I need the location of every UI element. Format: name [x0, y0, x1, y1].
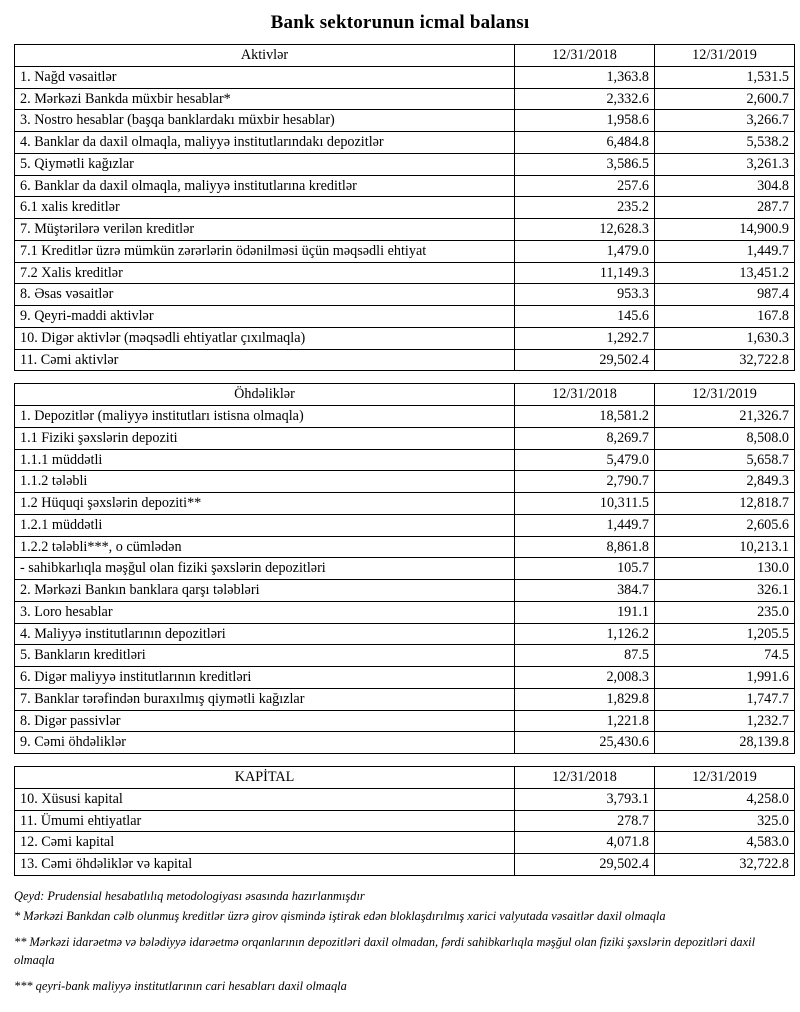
row-label: 1.2.2 tələbli***, o cümlədən — [15, 536, 515, 558]
capital-header-label: KAPİTAL — [15, 767, 515, 789]
row-label: - sahibkarlıqla məşğul olan fiziki şəxslərin depozitləri — [15, 558, 515, 580]
row-value-2018: 12,628.3 — [515, 219, 655, 241]
liabilities-header-label: Öhdəliklər — [15, 384, 515, 406]
row-value-2018: 3,586.5 — [515, 153, 655, 175]
row-value-2019: 13,451.2 — [655, 262, 795, 284]
row-value-2019: 1,232.7 — [655, 710, 795, 732]
table-row — [15, 832, 795, 854]
row-label: 10. Digər aktivlər (məqsədli ehtiyatlar çıxılmaqla) — [15, 327, 515, 349]
row-label: 5. Bankların kreditləri — [15, 645, 515, 667]
note-2: ** Mərkəzi idarəetmə və bələdiyyə idarəetmə orqanlarının depozitləri daxil olmadan, fərdi sahibkarlıqla məşğul olan fiziki şəxslərin depozitləri daxil olmaqla — [14, 934, 756, 967]
row-label: 7.1 Kreditlər üzrə mümkün zərərlərin ödənilməsi üçün məqsədli ehtiyat — [15, 240, 515, 262]
table-row — [15, 88, 795, 110]
row-label: 8. Digər passivlər — [15, 710, 515, 732]
row-value-2019: 8,508.0 — [655, 427, 795, 449]
row-value-2019: 326.1 — [655, 580, 795, 602]
table-row — [15, 153, 795, 175]
row-value-2019: 10,213.1 — [655, 536, 795, 558]
liabilities-table — [14, 383, 795, 754]
table-row — [15, 536, 795, 558]
table-row — [15, 66, 795, 88]
row-value-2019: 3,261.3 — [655, 153, 795, 175]
row-value-2019: 2,600.7 — [655, 88, 795, 110]
table-row — [15, 110, 795, 132]
row-label: 9. Qeyri-maddi aktivlər — [15, 306, 515, 328]
row-value-2018: 29,502.4 — [515, 854, 655, 876]
table-row — [15, 810, 795, 832]
row-value-2019: 287.7 — [655, 197, 795, 219]
table-row — [15, 175, 795, 197]
row-label: 5. Qiymətli kağızlar — [15, 153, 515, 175]
row-value-2018: 1,292.7 — [515, 327, 655, 349]
row-value-2019: 2,605.6 — [655, 514, 795, 536]
row-value-2018: 2,790.7 — [515, 471, 655, 493]
table-row — [15, 240, 795, 262]
note-0: Qeyd: Prudensial hesabatlılıq metodologiyası əsasında hazırlanmışdır — [14, 888, 365, 903]
table-row — [15, 132, 795, 154]
row-label: 12. Cəmi kapital — [15, 832, 515, 854]
row-value-2019: 21,326.7 — [655, 406, 795, 428]
row-value-2018: 3,793.1 — [515, 788, 655, 810]
row-label: 8. Əsas vəsaitlər — [15, 284, 515, 306]
assets-header-col1: 12/31/2018 — [515, 45, 655, 67]
table-row — [15, 449, 795, 471]
table-row — [15, 349, 795, 371]
row-value-2018: 1,363.8 — [515, 66, 655, 88]
row-label: 7. Banklar tərəfindən buraxılmış qiymətli kağızlar — [15, 688, 515, 710]
row-value-2018: 235.2 — [515, 197, 655, 219]
row-value-2019: 130.0 — [655, 558, 795, 580]
row-value-2018: 8,861.8 — [515, 536, 655, 558]
row-label: 1.2 Hüquqi şəxslərin depoziti** — [15, 493, 515, 515]
row-value-2018: 384.7 — [515, 580, 655, 602]
row-value-2019: 4,258.0 — [655, 788, 795, 810]
note-3: *** qeyri-bank maliyyə institutlarının cari hesabları daxil olmaqla — [14, 978, 347, 993]
row-value-2018: 29,502.4 — [515, 349, 655, 371]
row-value-2019: 304.8 — [655, 175, 795, 197]
row-value-2019: 1,449.7 — [655, 240, 795, 262]
row-label: 1.1 Fiziki şəxslərin depoziti — [15, 427, 515, 449]
row-value-2019: 167.8 — [655, 306, 795, 328]
row-value-2018: 1,479.0 — [515, 240, 655, 262]
assets-table — [14, 44, 795, 371]
row-value-2019: 235.0 — [655, 601, 795, 623]
row-value-2018: 1,221.8 — [515, 710, 655, 732]
capital-header-col1: 12/31/2018 — [515, 767, 655, 789]
row-label: 13. Cəmi öhdəliklər və kapital — [15, 854, 515, 876]
table-row — [15, 732, 795, 754]
row-value-2018: 2,008.3 — [515, 667, 655, 689]
row-value-2019: 2,849.3 — [655, 471, 795, 493]
row-value-2019: 28,139.8 — [655, 732, 795, 754]
row-value-2018: 10,311.5 — [515, 493, 655, 515]
row-value-2019: 32,722.8 — [655, 349, 795, 371]
row-label: 1.1.1 müddətli — [15, 449, 515, 471]
table-row — [15, 667, 795, 689]
table-header-row — [15, 45, 795, 67]
row-value-2018: 257.6 — [515, 175, 655, 197]
row-label: 6.1 xalis kreditlər — [15, 197, 515, 219]
table-row — [15, 327, 795, 349]
row-value-2018: 87.5 — [515, 645, 655, 667]
row-value-2019: 5,538.2 — [655, 132, 795, 154]
table-header-row — [15, 384, 795, 406]
table-row — [15, 623, 795, 645]
table-row — [15, 471, 795, 493]
row-value-2019: 1,531.5 — [655, 66, 795, 88]
row-value-2018: 1,449.7 — [515, 514, 655, 536]
row-label: 1. Nağd vəsaitlər — [15, 66, 515, 88]
row-value-2019: 12,818.7 — [655, 493, 795, 515]
row-label: 9. Cəmi öhdəliklər — [15, 732, 515, 754]
table-header-row — [15, 767, 795, 789]
row-value-2018: 11,149.3 — [515, 262, 655, 284]
row-label: 11. Ümumi ehtiyatlar — [15, 810, 515, 832]
row-value-2018: 2,332.6 — [515, 88, 655, 110]
row-value-2018: 4,071.8 — [515, 832, 655, 854]
row-value-2018: 1,126.2 — [515, 623, 655, 645]
assets-header-label: Aktivlər — [15, 45, 515, 67]
table-row — [15, 601, 795, 623]
footnotes — [14, 888, 786, 996]
row-label: 3. Nostro hesablar (başqa banklardakı müxbir hesablar) — [15, 110, 515, 132]
table-row — [15, 558, 795, 580]
table-row — [15, 514, 795, 536]
row-label: 7. Müştərilərə verilən kreditlər — [15, 219, 515, 241]
row-label: 1. Depozitlər (maliyyə institutları istisna olmaqla) — [15, 406, 515, 428]
row-value-2019: 325.0 — [655, 810, 795, 832]
table-row — [15, 427, 795, 449]
row-value-2019: 5,658.7 — [655, 449, 795, 471]
row-value-2018: 18,581.2 — [515, 406, 655, 428]
page-title: Bank sektorunun icmal balansı — [270, 12, 530, 33]
row-label: 1.2.1 müddətli — [15, 514, 515, 536]
row-value-2018: 105.7 — [515, 558, 655, 580]
row-value-2018: 5,479.0 — [515, 449, 655, 471]
table-row — [15, 645, 795, 667]
liabilities-table-body — [15, 406, 795, 754]
row-label: 2. Mərkəzi Bankda müxbir hesablar* — [15, 88, 515, 110]
row-value-2018: 191.1 — [515, 601, 655, 623]
row-value-2019: 1,747.7 — [655, 688, 795, 710]
table-row — [15, 710, 795, 732]
table-row — [15, 197, 795, 219]
row-label: 6. Banklar da daxil olmaqla, maliyyə institutlarına kreditlər — [15, 175, 515, 197]
row-value-2019: 3,266.7 — [655, 110, 795, 132]
table-row — [15, 284, 795, 306]
row-value-2019: 1,205.5 — [655, 623, 795, 645]
capital-table — [14, 766, 795, 876]
row-label: 10. Xüsusi kapital — [15, 788, 515, 810]
table-row — [15, 688, 795, 710]
liabilities-header-col2: 12/31/2019 — [655, 384, 795, 406]
note-1: * Mərkəzi Bankdan cəlb olunmuş kreditlər üzrə girov qismində iştirak edən bloklaşdırılmış xarici valyutada vəsaitlər daxil olmaqla — [14, 908, 666, 923]
row-label: 6. Digər maliyyə institutlarının kreditləri — [15, 667, 515, 689]
row-label: 4. Maliyyə institutlarının depozitləri — [15, 623, 515, 645]
row-value-2018: 953.3 — [515, 284, 655, 306]
row-value-2019: 14,900.9 — [655, 219, 795, 241]
row-label: 7.2 Xalis kreditlər — [15, 262, 515, 284]
table-row — [15, 406, 795, 428]
row-value-2019: 987.4 — [655, 284, 795, 306]
row-value-2018: 1,958.6 — [515, 110, 655, 132]
row-value-2019: 1,630.3 — [655, 327, 795, 349]
table-row — [15, 262, 795, 284]
row-label: 1.1.2 tələbli — [15, 471, 515, 493]
assets-header-col2: 12/31/2019 — [655, 45, 795, 67]
row-value-2018: 145.6 — [515, 306, 655, 328]
table-row — [15, 580, 795, 602]
liabilities-header-col1: 12/31/2018 — [515, 384, 655, 406]
row-value-2019: 32,722.8 — [655, 854, 795, 876]
row-value-2018: 1,829.8 — [515, 688, 655, 710]
row-label: 3. Loro hesablar — [15, 601, 515, 623]
table-row — [15, 219, 795, 241]
row-label: 11. Cəmi aktivlər — [15, 349, 515, 371]
row-value-2018: 6,484.8 — [515, 132, 655, 154]
assets-table-body — [15, 66, 795, 371]
row-label: 2. Mərkəzi Bankın banklara qarşı tələbləri — [15, 580, 515, 602]
row-value-2019: 1,991.6 — [655, 667, 795, 689]
row-value-2018: 25,430.6 — [515, 732, 655, 754]
capital-table-body — [15, 788, 795, 875]
table-row — [15, 493, 795, 515]
table-row — [15, 306, 795, 328]
row-value-2019: 4,583.0 — [655, 832, 795, 854]
row-value-2019: 74.5 — [655, 645, 795, 667]
capital-header-col2: 12/31/2019 — [655, 767, 795, 789]
row-value-2018: 8,269.7 — [515, 427, 655, 449]
table-row — [15, 854, 795, 876]
table-row — [15, 788, 795, 810]
row-label: 4. Banklar da daxil olmaqla, maliyyə institutlarındakı depozitlər — [15, 132, 515, 154]
row-value-2018: 278.7 — [515, 810, 655, 832]
